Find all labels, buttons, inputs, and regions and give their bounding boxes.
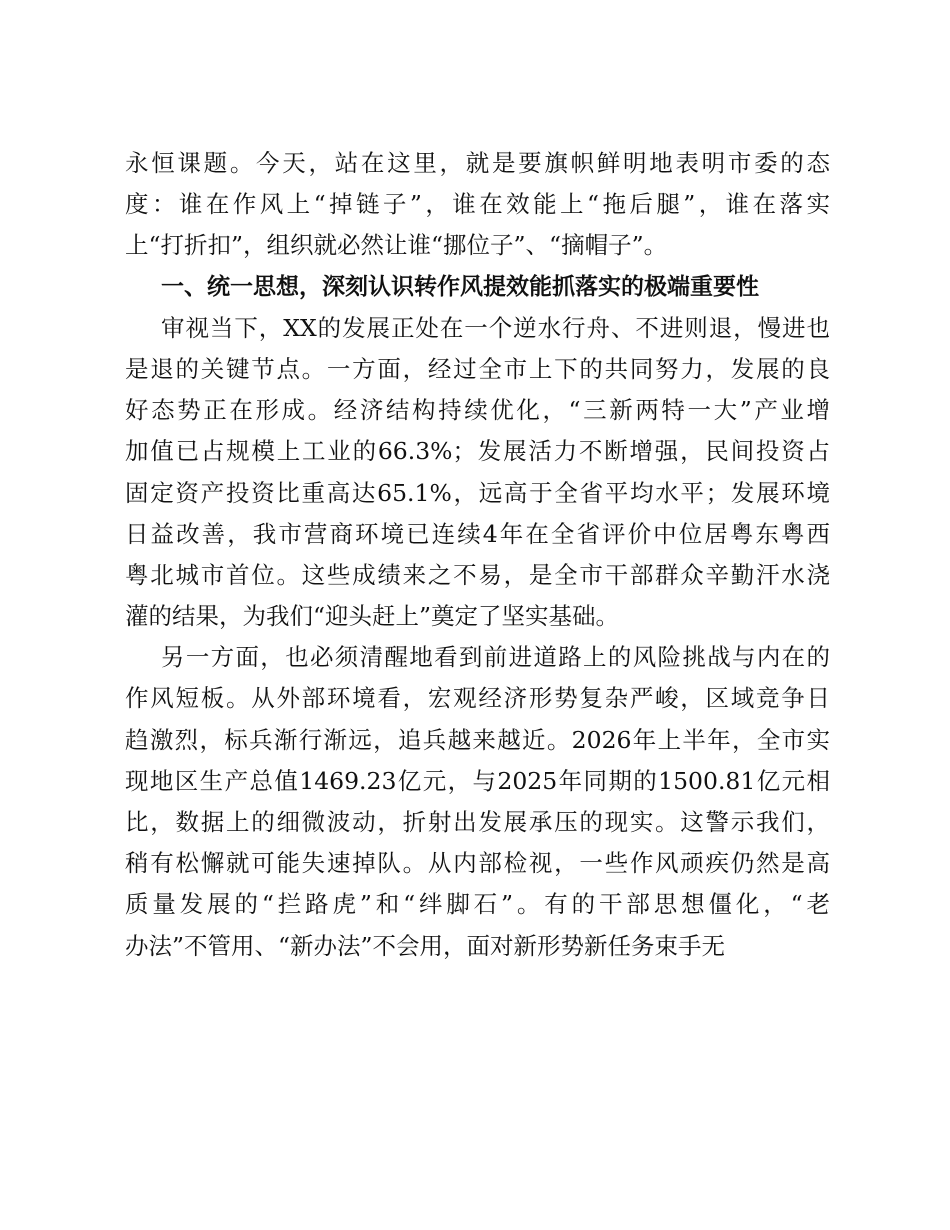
text-line: 度：谁在作风上“掉链子”，谁在效能上“拖后腿”，谁在落实 (125, 190, 830, 219)
text-line: 上“打折扣”，组织就必然让谁“挪位子”、“摘帽子”。 (125, 231, 668, 260)
document-body (125, 143, 830, 967)
paragraph-1 (125, 143, 830, 267)
text-line: 质量发展的“拦路虎”和“绊脚石”。有的干部思想僵化，“老 (125, 890, 830, 919)
text-line: 现地区生产总值1469.23亿元，与2025年同期的1500.81亿元相 (125, 766, 830, 795)
text-line: 比，数据上的细微波动，折射出发展承压的现实。这警示我们， (125, 808, 830, 836)
text-line: 另一方面，也必须清醒地看到前进道路上的风险挑战与内在的 (161, 643, 830, 672)
text-line: 永恒课题。今天，站在这里，就是要旗帜鲜明地表明市委的态 (125, 149, 830, 177)
text-line: 稍有松懈就可能失速掉队。从内部检视，一些作风顽疾仍然是高 (125, 849, 830, 878)
text-line: 固定资产投资比重高达65.1%，远高于全省平均水平；发展环境 (125, 478, 830, 507)
text-line: 好态势正在形成。经济结构持续优化，“三新两特一大”产业增 (125, 396, 830, 425)
text-line: 加值已占规模上工业的66.3%；发展活力不断增强，民间投资占 (125, 437, 830, 466)
text-line: 日益改善，我市营商环境已连续4年在全省评价中位居粤东粤西 (125, 519, 830, 548)
text-line: 灌的结果，为我们“迎头赶上”奠定了坚实基础。 (125, 602, 620, 631)
paragraph-3 (125, 637, 830, 967)
text-line: 是退的关键节点。一方面，经过全市上下的共同努力，发展的良 (125, 354, 830, 383)
paragraph-2 (125, 308, 830, 638)
text-line: 审视当下，XX的发展正处在一个逆水行舟、不进则退，慢进也 (161, 313, 830, 342)
text-line: 趋激烈，标兵渐行渐远，追兵越来越近。2026年上半年，全市实 (125, 725, 830, 754)
text-line: 粤北城市首位。这些成绩来之不易，是全市干部群众辛勤汗水浇 (125, 560, 830, 589)
text-line: 办法”不管用、“新办法”不会用，面对新形势新任务束手无 (125, 931, 726, 960)
section-heading: 一、统一思想，深刻认识转作风提效能抓落实的极端重要性 (161, 273, 759, 300)
text-line: 作风短板。从外部环境看，宏观经济形势复杂严峻，区域竞争日 (125, 684, 830, 713)
